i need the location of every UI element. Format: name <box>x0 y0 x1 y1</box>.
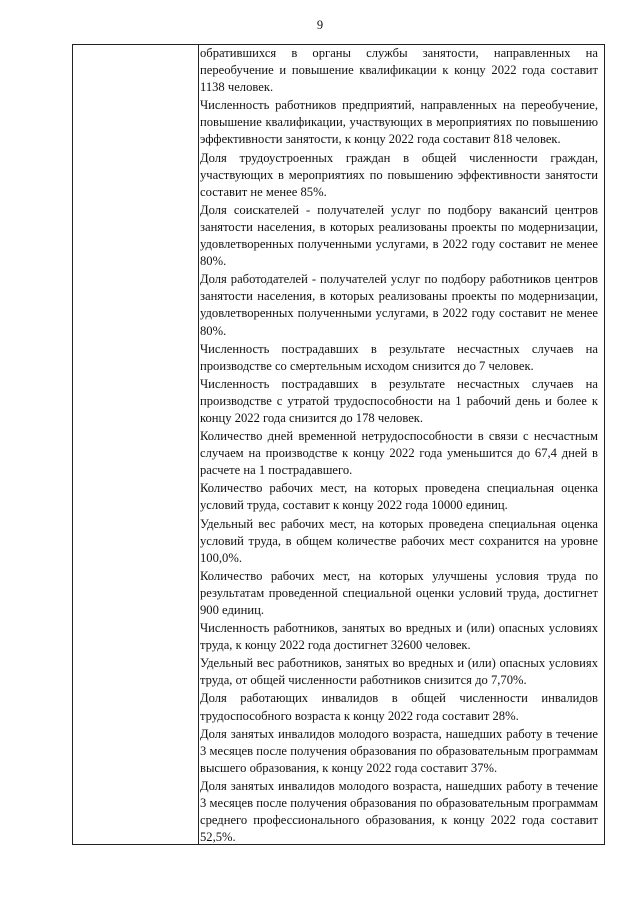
paragraph: Количество рабочих мест, на которых улучшены условия труда по результатам проведенной специальной оценки условий труда, достигнет 900 единиц. <box>200 568 598 617</box>
paragraph: Численность пострадавших в результате несчастных случаев на производстве с утратой трудоспособности на 1 рабочий день и более к концу 2022 года снизится до 178 человек. <box>200 376 598 425</box>
paragraph: Количество дней временной нетрудоспособности в связи с несчастным случаем на производстве к концу 2022 года уменьшится до 67,4 дней в расчете на 1 пострадавшего. <box>200 429 598 478</box>
paragraph: Удельный вес рабочих мест, на которых проведена специальная оценка условий труда, в общем количестве рабочих мест сохранится на уровне 100,0%. <box>200 516 598 565</box>
paragraph: обратившихся в органы службы занятости, направленных на переобучение и повышение квалификации к концу 2022 года составит 1138 человек. <box>200 46 598 95</box>
paragraph: Доля занятых инвалидов молодого возраста, нашедших работу в течение 3 месяцев после получения образования по образовательным программам среднего профессионального образования, к концу 2022 года составит 52,5%. <box>200 778 598 845</box>
document-table <box>72 44 605 845</box>
paragraph: Удельный вес работников, занятых во вредных и (или) опасных условиях труда, от общей численности работников снизится до 7,70%. <box>200 656 598 688</box>
paragraph: Доля соискателей - получателей услуг по подбору вакансий центров занятости населения, в которых реализованы проекты по модернизации, удовлетворенных полученными услугами, в 2022 году составит не менее 80%. <box>200 202 598 269</box>
paragraph: Доля трудоустроенных граждан в общей численности граждан, участвующих в мероприятиях по повышению эффективности занятости составит не менее 85%. <box>200 150 598 199</box>
paragraph: Доля работодателей - получателей услуг по подбору работников центров занятости населения, в которых реализованы проекты по модернизации, удовлетворенных полученными услугами, в 2022 году составит не менее 80%. <box>200 272 598 338</box>
page-number: 9 <box>316 18 324 32</box>
paragraph: Доля занятых инвалидов молодого возраста, нашедших работу в течение 3 месяцев после получения образования по образовательным программам высшего образования, к концу 2022 года составит 37%. <box>200 726 598 775</box>
paragraph: Количество рабочих мест, на которых проведена специальная оценка условий труда, составит к концу 2022 года 10000 единиц. <box>200 481 598 513</box>
paragraph: Доля работающих инвалидов в общей численности инвалидов трудоспособного возраста к концу 2022 года составит 28%. <box>200 691 598 723</box>
paragraph: Численность работников, занятых во вредных и (или) опасных условиях труда, к концу 2022 года достигнет 32600 человек. <box>200 621 598 653</box>
paragraph: Численность работников предприятий, направленных на переобучение, повышение квалификации, участвующих в мероприятиях по повышению эффективности занятости, к концу 2022 года составит 818 человек. <box>200 98 598 147</box>
table-left-column <box>73 45 199 844</box>
table-right-column <box>200 45 598 844</box>
paragraph: Численность пострадавших в результате несчастных случаев на производстве со смертельным исходом снизится до 7 человек. <box>200 341 598 373</box>
